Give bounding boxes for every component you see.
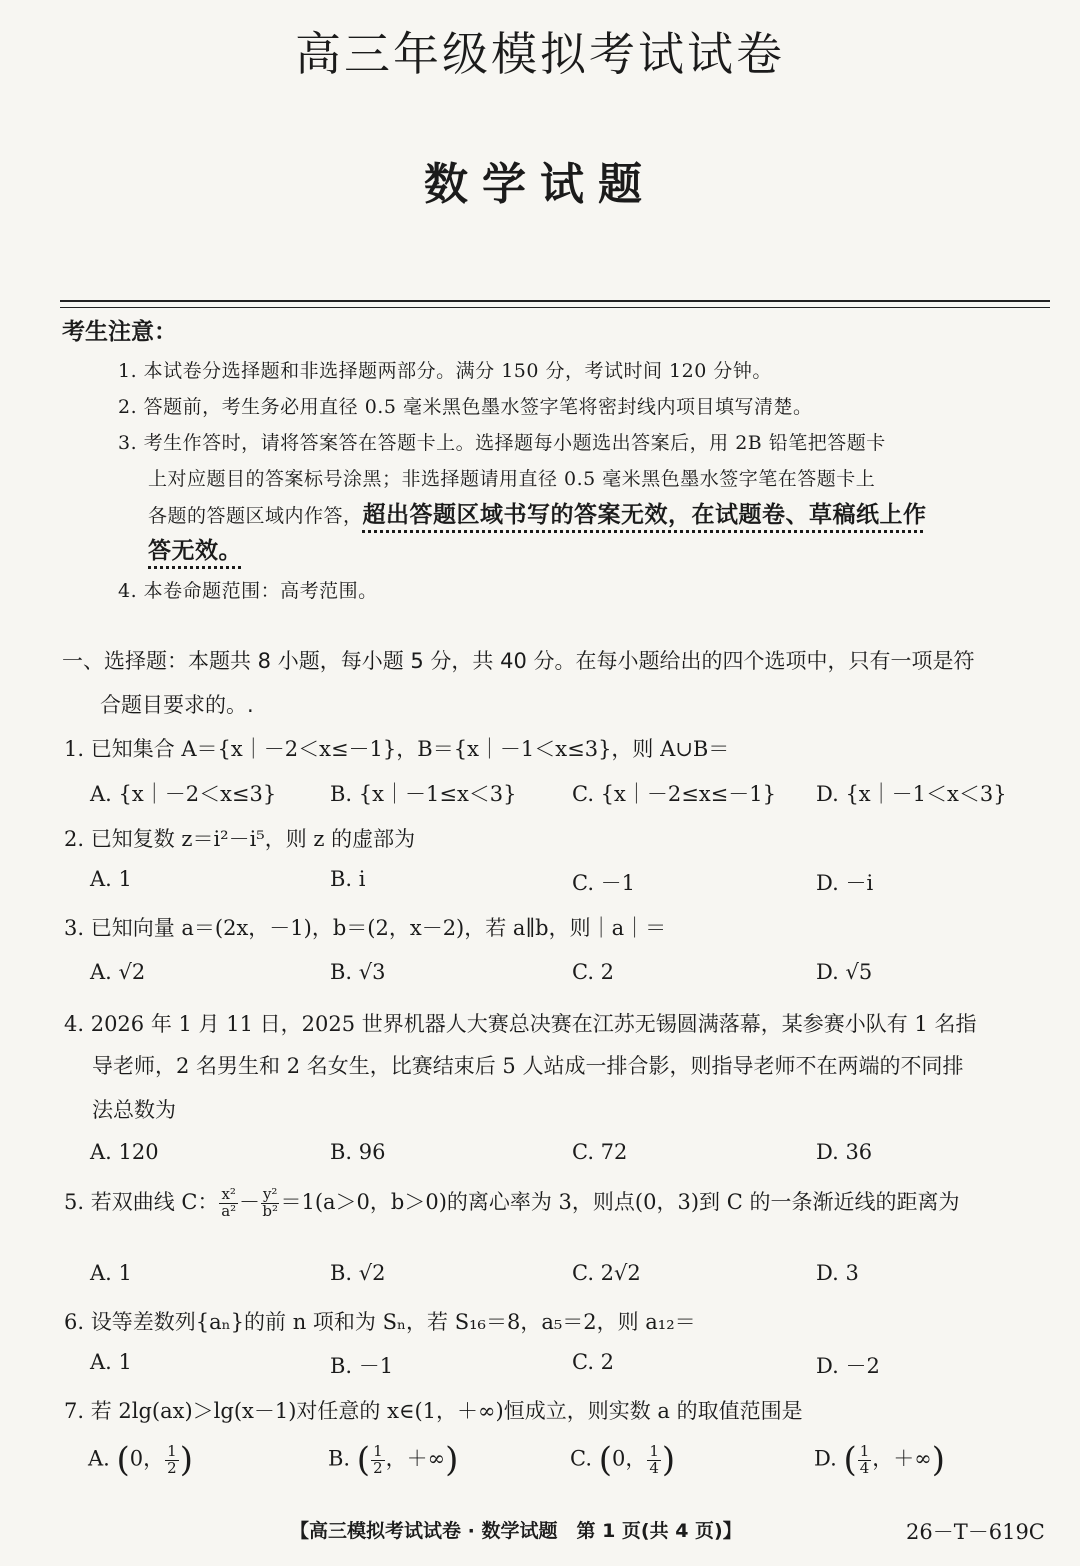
option-left: 0， — [611, 1446, 647, 1471]
option-right: ，＋∞ — [872, 1446, 932, 1471]
option-label: D. — [814, 1446, 837, 1471]
question-7-option-c — [570, 1440, 675, 1480]
divider-thick — [60, 300, 1050, 302]
fraction-numerator: x² — [221, 1185, 236, 1204]
notice-item-3: 3. 考生作答时，请将答案答在答题卡上。选择题每小题选出答案后，用 2B 铅笔把答题卡 — [118, 432, 886, 454]
notice-item-4: 4. 本卷命题范围：高考范围。 — [118, 580, 378, 602]
question-2-option-b: B. i — [330, 867, 366, 891]
question-6-option-b: B. －1 — [330, 1354, 394, 1378]
question-6-option-c: C. 2 — [572, 1350, 615, 1374]
question-4-option-c: C. 72 — [572, 1140, 628, 1164]
fraction-denominator: b² — [262, 1202, 279, 1220]
question-5-option-b: B. √2 — [330, 1261, 386, 1285]
notice-item-3-cont1: 上对应题目的答案标号涂黑；非选择题请用直径 0.5 毫米黑色墨水签字笔在答题卡上 — [148, 468, 876, 490]
open-paren: ( — [116, 1440, 130, 1480]
question-6-option-d: D. －2 — [816, 1354, 880, 1378]
section-heading-line2: 合题目要求的。. — [100, 693, 254, 717]
option-fraction — [858, 1441, 872, 1477]
notice-heading: 考生注意： — [62, 318, 177, 345]
fraction-numerator: 1 — [373, 1441, 383, 1460]
question-2-option-d: D. －i — [816, 871, 874, 895]
notice-item-3-cont2 — [148, 496, 927, 529]
question-4-option-d: D. 36 — [816, 1140, 873, 1164]
question-3-option-d: D. √5 — [816, 960, 873, 984]
option-fraction — [647, 1441, 661, 1477]
option-label: B. — [328, 1446, 351, 1471]
option-left: 0， — [129, 1446, 165, 1471]
question-4-stem-line3: 法总数为 — [92, 1098, 176, 1122]
question-5-option-c: C. 2√2 — [572, 1261, 641, 1285]
section-heading-line1: 一、选择题：本题共 8 小题，每小题 5 分，共 40 分。在每小题给出的四个选项中，只有一项是符 — [62, 649, 975, 673]
question-4-stem-line2: 导老师，2 名男生和 2 名女生，比赛结束后 5 人站成一排合影，则指导老师不在两端的不同排 — [92, 1054, 964, 1078]
question-5-suffix: ＝1(a＞0，b＞0)的离心率为 3，则点(0，3)到 C 的一条渐近线的距离为 — [280, 1190, 960, 1214]
notice-item-3-emphasis-end: 答无效。 — [148, 538, 242, 564]
exam-subtitle: 数学试题 — [424, 159, 656, 210]
question-3-option-c: C. 2 — [572, 960, 615, 984]
open-paren: ( — [598, 1440, 612, 1480]
notice-item-2: 2. 答题前，考生务必用直径 0.5 毫米黑色墨水签字笔将密封线内项目填写清楚。 — [118, 396, 813, 418]
fraction-denominator: 2 — [167, 1458, 177, 1477]
question-5-option-a: A. 1 — [90, 1261, 132, 1285]
question-3-stem: 3. 已知向量 a＝(2x，－1)，b＝(2，x－2)，若 a∥b，则｜a｜＝ — [64, 916, 667, 940]
question-5-minus: － — [238, 1190, 260, 1214]
exam-title: 高三年级模拟考试试卷 — [295, 27, 785, 81]
divider-thin — [60, 307, 1050, 308]
question-5-fraction-y — [261, 1187, 280, 1220]
question-2-option-a: A. 1 — [90, 867, 132, 891]
question-5-prefix: 5. 若双曲线 C： — [64, 1190, 219, 1214]
question-1-stem: 1. 已知集合 A＝{x｜－2＜x≤－1}，B＝{x｜－1＜x≤3}，则 A∪B＝ — [64, 737, 730, 761]
option-right: ，＋∞ — [385, 1446, 446, 1471]
close-paren: ) — [931, 1440, 946, 1480]
notice-item-3-emphasis: 超出答题区域书写的答案无效，在试题卷、草稿纸上作 — [362, 502, 927, 528]
option-fraction — [165, 1441, 179, 1477]
question-5-fraction-x — [219, 1187, 237, 1220]
question-5-option-d: D. 3 — [816, 1261, 859, 1285]
question-4-stem-line1: 4. 2026 年 1 月 11 日，2025 世界机器人大赛总决赛在江苏无锡圆满落幕，某参赛小队有 1 名指 — [64, 1012, 977, 1036]
question-6-stem: 6. 设等差数列{aₙ}的前 n 项和为 Sₙ，若 S₁₆＝8，a₅＝2，则 a₁₂＝ — [64, 1310, 696, 1334]
question-7-option-d — [814, 1440, 945, 1480]
paper-code: 26－T－619C — [906, 1520, 1045, 1544]
close-paren: ) — [661, 1440, 676, 1480]
close-paren: ) — [445, 1440, 459, 1480]
notice-item-1: 1. 本试卷分选择题和非选择题两部分。满分 150 分，考试时间 120 分钟。 — [118, 360, 772, 382]
fraction-numerator: y² — [262, 1185, 278, 1204]
question-2-option-c: C. －1 — [572, 871, 636, 895]
option-fraction — [371, 1441, 385, 1477]
question-7-option-a — [88, 1440, 193, 1480]
notice-item-3-plain: 各题的答题区域内作答， — [148, 505, 363, 527]
question-6-option-a: A. 1 — [90, 1350, 132, 1374]
open-paren: ( — [356, 1440, 371, 1480]
fraction-denominator: a² — [221, 1202, 237, 1220]
close-paren: ) — [179, 1440, 193, 1480]
fraction-denominator: 2 — [373, 1458, 383, 1477]
page-footer: 【高三模拟考试试卷 · 数学试题 第 1 页(共 4 页)】 — [290, 1520, 742, 1542]
fraction-numerator: 1 — [649, 1441, 659, 1460]
option-label: C. — [570, 1446, 592, 1471]
question-1-option-a: A. {x｜－2＜x≤3} — [90, 782, 277, 806]
fraction-denominator: 4 — [859, 1458, 870, 1477]
open-paren: ( — [843, 1440, 857, 1480]
question-1-option-d: D. {x｜－1＜x＜3} — [816, 782, 1007, 806]
question-2-stem: 2. 已知复数 z＝i²－i⁵，则 z 的虚部为 — [64, 827, 416, 851]
question-7-stem: 7. 若 2lg(ax)＞lg(x－1)对任意的 x∈(1，＋∞)恒成立，则实数 a 的取值范围是 — [64, 1399, 803, 1423]
notice-item-3-cont3 — [148, 532, 242, 565]
question-3-option-a: A. √2 — [90, 960, 146, 984]
question-5-stem — [64, 1186, 959, 1220]
fraction-numerator: 1 — [167, 1441, 177, 1460]
question-4-option-b: B. 96 — [330, 1140, 386, 1164]
question-1-option-b: B. {x｜－1≤x＜3} — [330, 782, 517, 806]
question-4-option-a: A. 120 — [90, 1140, 159, 1164]
question-7-option-b — [328, 1440, 458, 1480]
option-label: A. — [88, 1446, 110, 1471]
fraction-denominator: 4 — [649, 1458, 659, 1477]
fraction-numerator: 1 — [859, 1441, 870, 1460]
question-1-option-c: C. {x｜－2≤x≤－1} — [572, 782, 776, 806]
question-3-option-b: B. √3 — [330, 960, 386, 984]
